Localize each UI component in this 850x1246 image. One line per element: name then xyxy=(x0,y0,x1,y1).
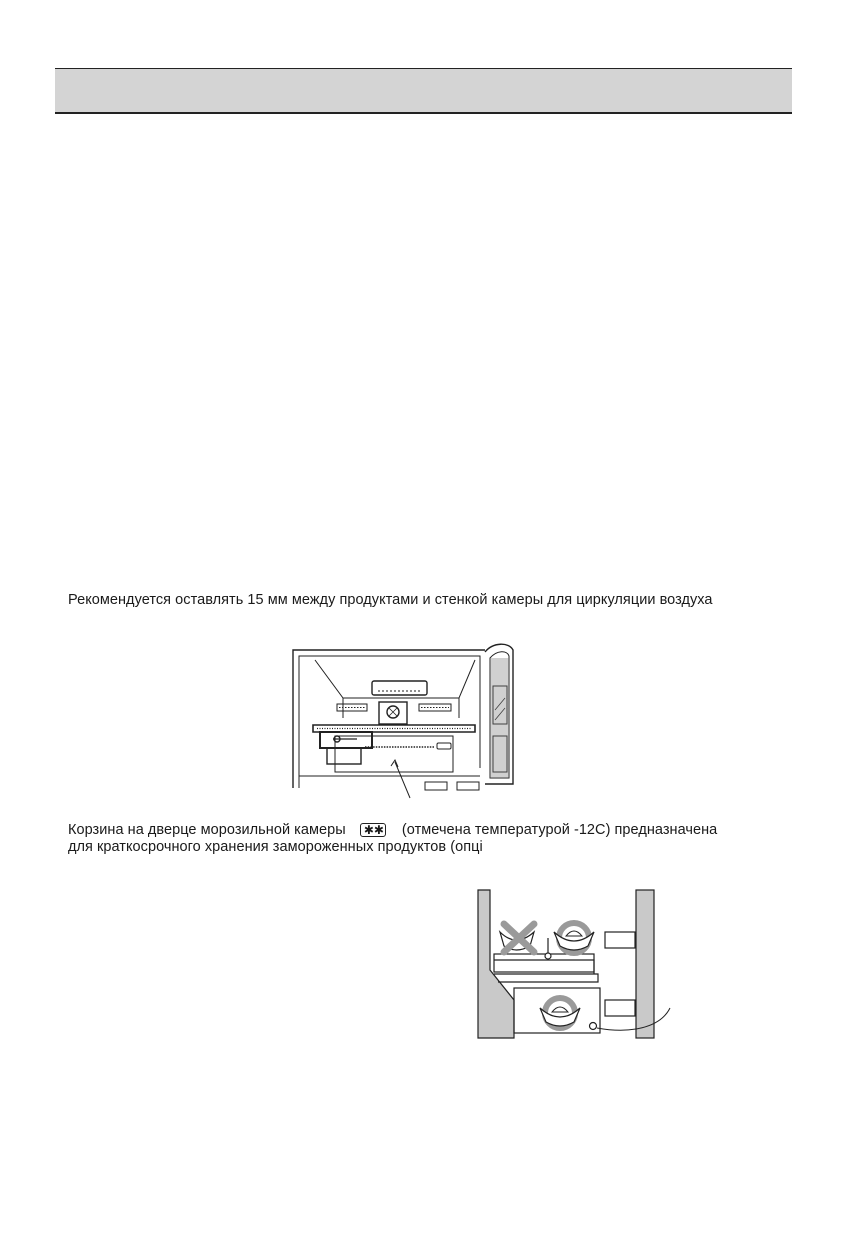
door-basket-illustration xyxy=(470,888,680,1043)
crossed-food-icon xyxy=(500,924,534,952)
star-glyph-2: ✱ xyxy=(373,823,384,837)
door-basket-line1-end: (отмечена температурой -12С) предназначена xyxy=(401,822,718,838)
door-basket-line2: для краткосрочного хранения замороженных продуктов (опці xyxy=(68,839,483,855)
two-star-freezer-icon xyxy=(360,823,386,837)
star-glyph-1: ✱ xyxy=(363,823,374,837)
section-header-bar xyxy=(55,68,792,114)
approved-food-icon-top xyxy=(554,923,594,953)
approved-food-icon-bottom xyxy=(540,998,580,1028)
freezer-interior-illustration xyxy=(285,638,525,798)
door-basket-note xyxy=(68,822,717,856)
air-gap-note: Рекомендуется оставлять 15 мм между продуктами и стенкой камеры для циркуляции воздуха xyxy=(68,592,713,608)
door-basket-line1-start: Корзина на дверце морозильной камеры xyxy=(68,822,346,838)
